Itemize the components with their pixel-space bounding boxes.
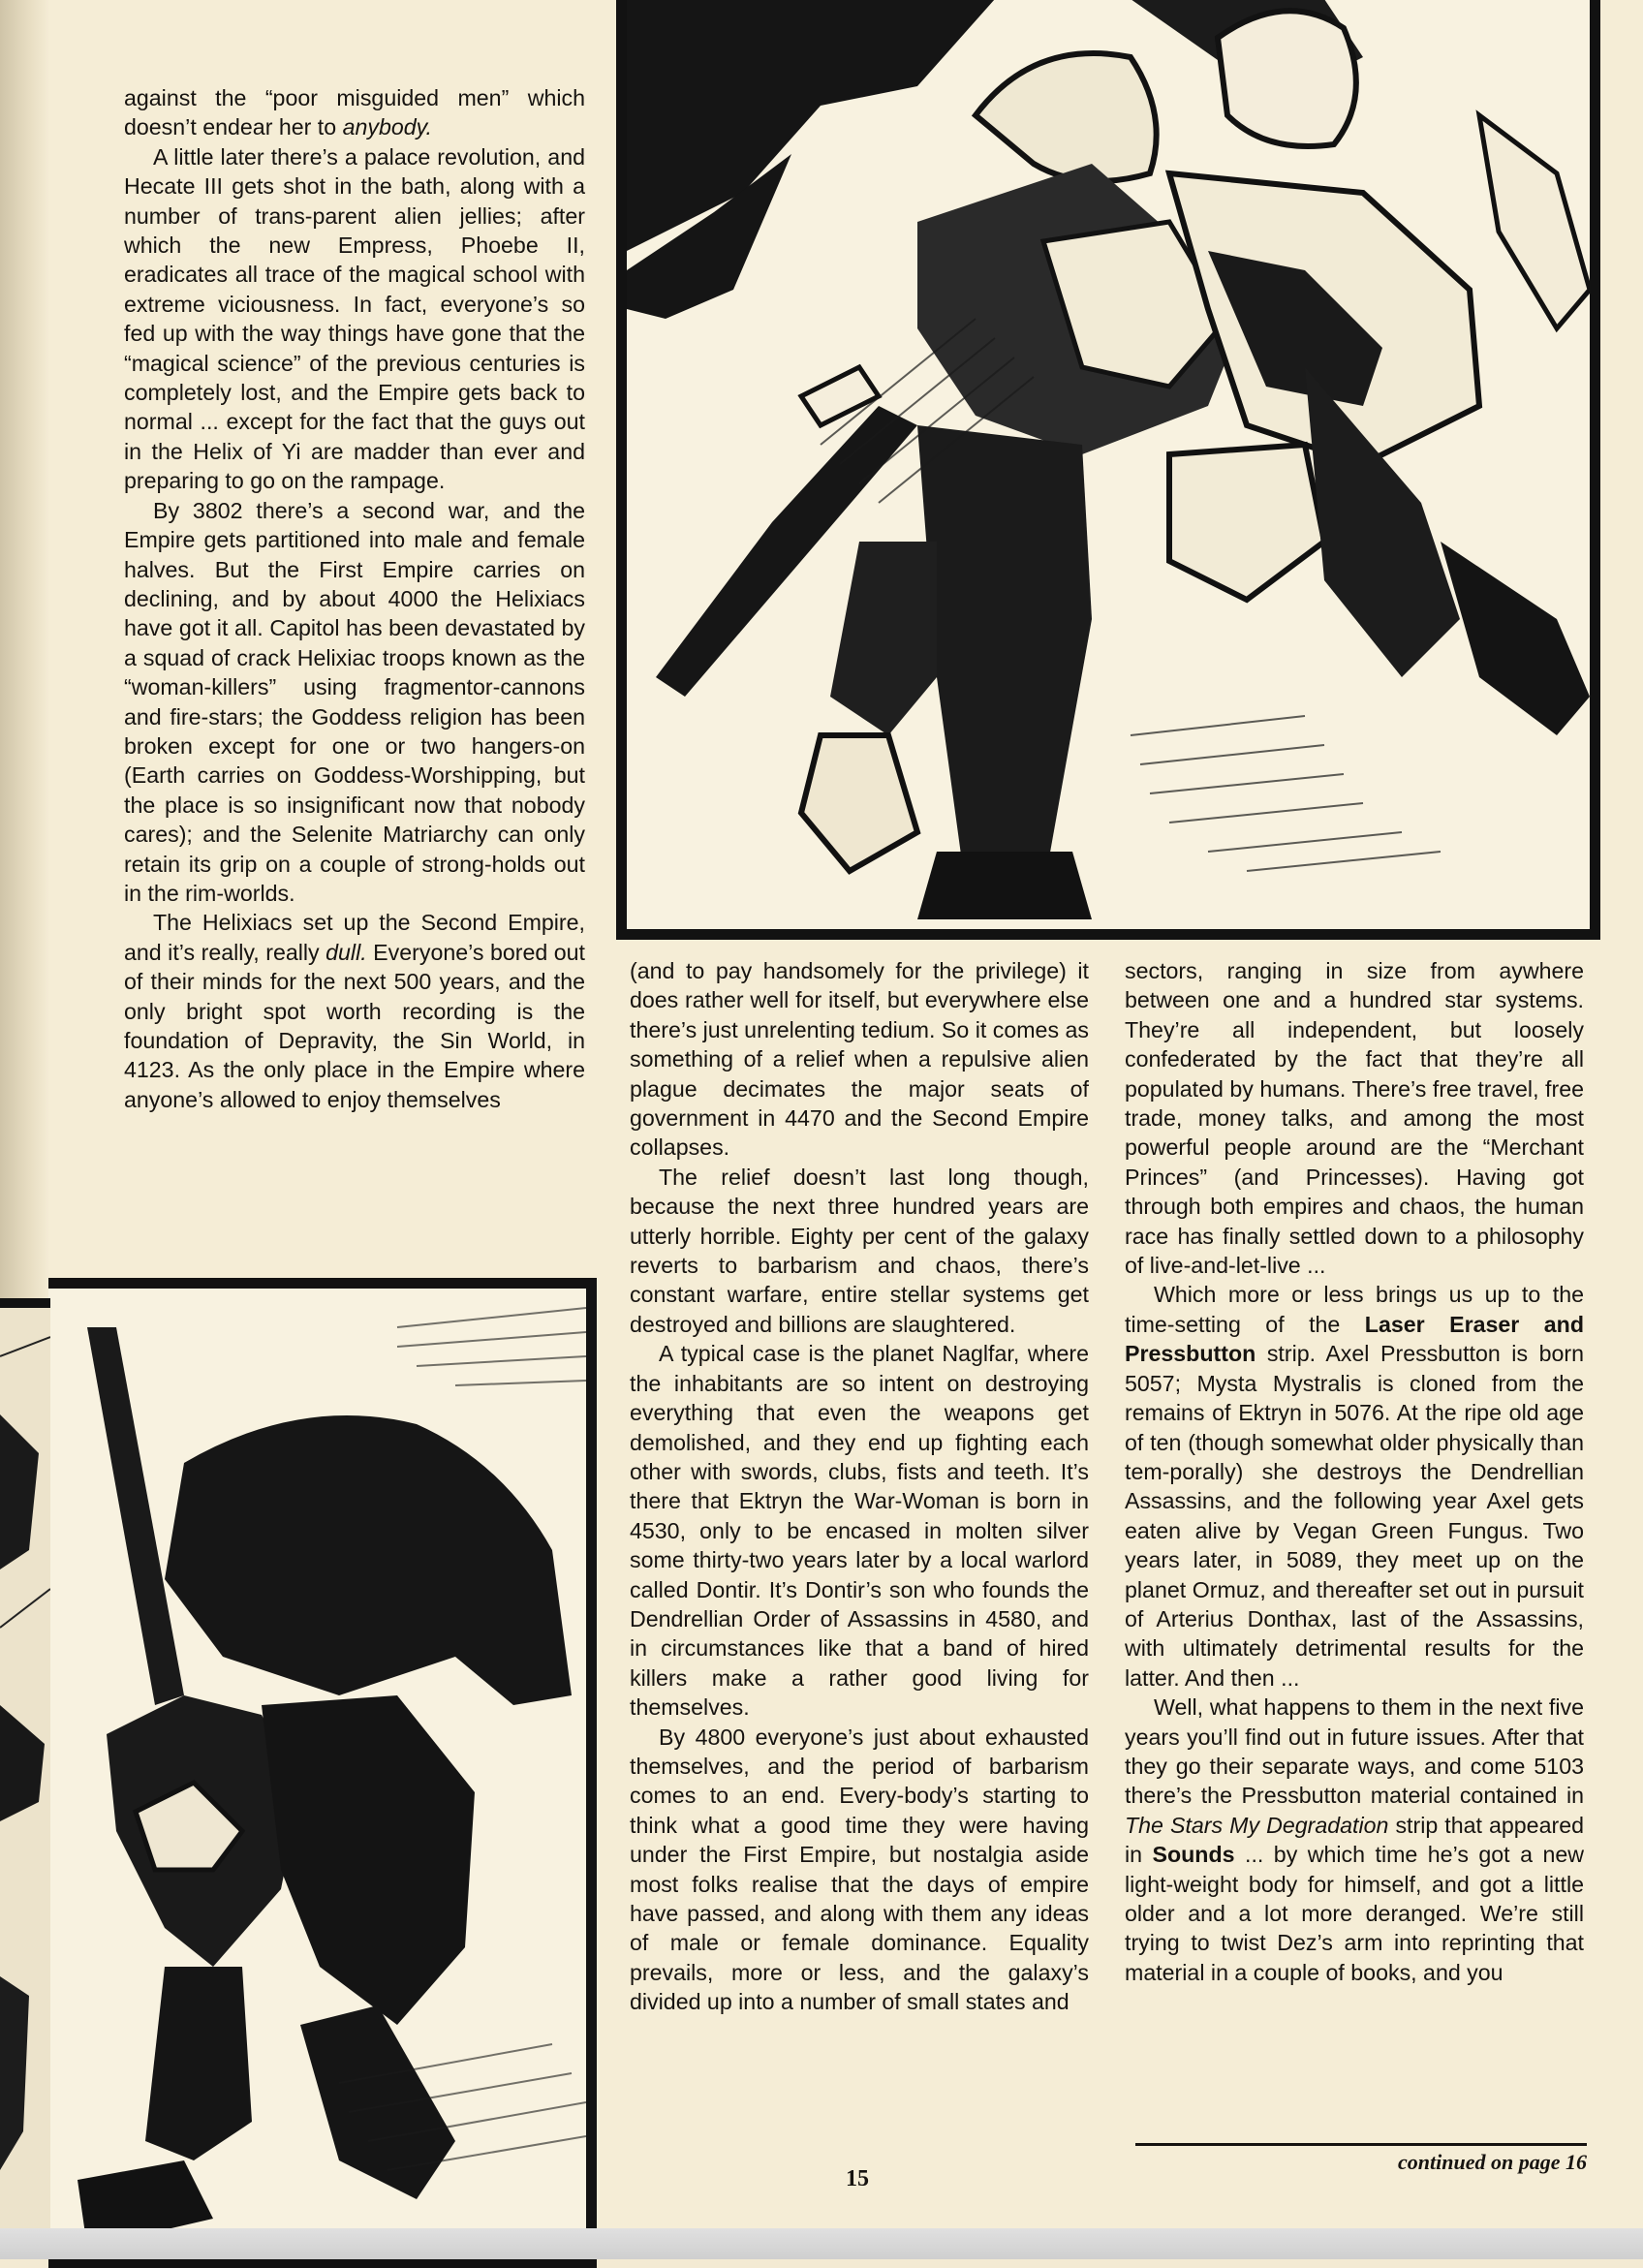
paragraph: Well, what happens to them in the next five years you’ll find out in future issues. After that they go their separate ways, and come 5103 there’s the Pressbutton material contained in The Stars My Degradation strip that appeared in Sounds ... by which time he’s got a new light-weight body for himself, and got a little older and a lot more deranged. We’re still trying to twist Dez’s arm into reprinting that material in a couple of books, and you bbox=[1125, 1694, 1584, 1985]
illustration-cloaked-figure bbox=[48, 1289, 586, 2257]
paragraph: sectors, ranging in size from aywhere between one and a hundred star systems. They’re all independent, but loosely confederated by the fact that they’re all populated by humans. There’s free travel, free trade, money talks, and among the most powerful people around are the “Merchant Princes” (and Princesses). Having got through both empires and chaos, the human race has finally settled down to a philosophy of live-and-let-live ... bbox=[1125, 958, 1584, 1279]
illustration-fighters bbox=[627, 0, 1590, 929]
text-column-1 bbox=[124, 83, 585, 1114]
paragraph: The Helixiacs set up the Second Empire, and it’s really, really dull. Everyone’s bored out of their minds for the next 500 years, and the only bright spot worth recording is the foundation of Depravity, the Sin World, in 4123. As the only place in the Empire where anyone’s allowed to enjoy themselves bbox=[124, 910, 585, 1112]
text-column-2 bbox=[630, 956, 1089, 2017]
paragraph: against the “poor misguided men” which doesn’t endear her to anybody. bbox=[124, 85, 585, 140]
adjacent-art-fragment bbox=[0, 1298, 50, 2248]
scan-border bbox=[0, 2228, 1643, 2259]
paragraph: (and to pay handsomely for the privilege) it does rather well for itself, but everywhere else there’s just unrelenting tedium. So it comes as something of a relief when a repulsive alien plague decimates the major seats of government in 4470 and the Second Empire collapses. bbox=[630, 958, 1089, 1161]
paragraph: By 3802 there’s a second war, and the Empire gets partitioned into male and female halves. But the First Empire carries on declining, and by about 4000 the Helixiacs have got it all. Capitol has been devastated by a squad of crack Helixiac troops known as the “woman-killers” using fragmentor-cannons and fire-stars; the Goddess religion has been broken except for one or two hangers-on (Earth carries on Goddess-Worshipping, but the place is so insignificant now that nobody cares); and the Selenite Matriarchy can only retain its grip on a couple of strong-holds out in the rim-worlds. bbox=[124, 497, 585, 906]
paragraph: The relief doesn’t last long though, because the next three hundred years are utterly horrible. Eighty per cent of the galaxy reverts to barbarism and chaos, there’s constant warfare, entire stellar systems get destroyed and billions are slaughtered. bbox=[630, 1164, 1089, 1337]
paragraph: A little later there’s a palace revolution, and Hecate III gets shot in the bath, along with a number of trans-parent alien jellies; after which the new Empress, Phoebe II, eradicates all trace of the magical school with extreme viciousness. In fact, everyone’s so fed up with the way things have gone that the “magical science” of the previous centuries is completely lost, and the Empire gets back to normal ... except for the fact that the guys out in the Helix of Yi are madder than ever and preparing to go on the rampage. bbox=[124, 143, 585, 494]
comic-panel-bottom bbox=[48, 1278, 597, 2268]
text-column-3 bbox=[1125, 956, 1584, 1987]
continued-note: continued on page 16 bbox=[1135, 2143, 1587, 2175]
comic-panel-top bbox=[616, 0, 1600, 940]
paragraph: A typical case is the planet Naglfar, where the inhabitants are so intent on destroying everything that even the weapons get demolished, and they end up fighting each other with swords, clubs, fists and teeth. It’s there that Ektryn the War-Woman is born in 4530, only to be encased in molten silver some thirty-two years later by a local warlord called Dontir. It’s Dontir’s son who founds the Dendrellian Order of Assassins in 4580, and in circumstances like that a band of hired killers make a rather good living for themselves. bbox=[630, 1341, 1089, 1721]
page-number: 15 bbox=[846, 2166, 869, 2191]
fragment-lines bbox=[0, 1298, 50, 2248]
paragraph: By 4800 everyone’s just about exhausted themselves, and the period of barbarism comes to an end. Every-body’s starting to think what a good time they were having under the First Empire, but nostalgia aside most folks realise that the days of empire have passed, and along with them any ideas of male or female dominance. Equality prevails, more or less, and the galaxy’s divided up into a number of small states and bbox=[630, 1724, 1089, 2015]
paragraph: Which more or less brings us up to the time-setting of the Laser Eraser and Pressbutton strip. Axel Pressbutton is born 5057; Mysta Mystralis is cloned from the remains of Ektryn in 5076. At the ripe old age of ten (though somewhat older physically than tem-porally) she destroys the Dendrellian Assassins, and the following year Axel gets eaten alive by Vegan Green Fungus. Two years later, in 5089, they meet up on the planet Ormuz, and thereafter set out in pursuit of Arterius Donthax, last of the Assassins, with ultimately detrimental results for the latter. And then ... bbox=[1125, 1282, 1584, 1691]
